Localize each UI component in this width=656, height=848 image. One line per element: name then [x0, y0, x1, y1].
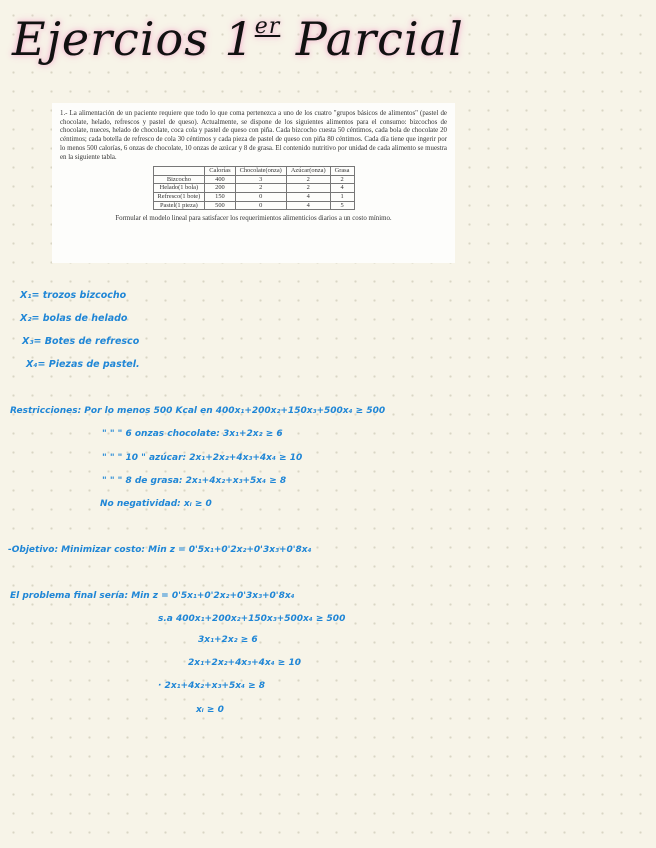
table-header-cell: Calorías — [205, 167, 235, 176]
title-superscript: er — [254, 14, 281, 39]
table-row — [153, 184, 354, 193]
table-cell: 500 — [205, 201, 235, 210]
restriction-sugar: " " " 10 " azúcar: 2x₁+2x₂+4x₃+4x₄ ≥ 10 — [102, 453, 303, 463]
final-constraint-fat: · 2x₁+4x₂+x₃+5x₄ ≥ 8 — [158, 681, 266, 691]
table-cell: 200 — [205, 184, 235, 193]
final-constraint-nonneg: xᵢ ≥ 0 — [196, 705, 224, 715]
table-header-cell — [153, 167, 205, 176]
problem-statement-image — [52, 103, 455, 263]
table-cell: 2 — [286, 175, 330, 184]
restriction-chocolate: " " " 6 onzas chocolate: 3x₁+2x₂ ≥ 6 — [102, 429, 283, 439]
table-cell: 2 — [330, 175, 354, 184]
table-header-row — [153, 167, 354, 176]
table-cell: 1 — [330, 193, 354, 202]
variable-x3: X₃= Botes de refresco — [22, 336, 140, 347]
table-cell: 4 — [330, 184, 354, 193]
final-constraint-sugar: 2x₁+2x₂+4x₃+4x₄ ≥ 10 — [188, 658, 301, 668]
table-cell: 4 — [286, 193, 330, 202]
table-cell: Refresco(1 bote) — [153, 193, 205, 202]
table-header-cell: Grasa — [330, 167, 354, 176]
non-negativity: No negatividad: xᵢ ≥ 0 — [100, 499, 212, 509]
final-constraint-chocolate: 3x₁+2x₂ ≥ 6 — [198, 635, 258, 645]
final-constraint-calories: s.a 400x₁+200x₂+150x₃+500x₄ ≥ 500 — [158, 614, 346, 624]
restrictions-calories: Restricciones: Por lo menos 500 Kcal en 400x₁+200x₂+150x₃+500x₄ ≥ 500 — [10, 406, 386, 416]
table-cell: 400 — [205, 175, 235, 184]
table-header-cell: Azúcar(onza) — [286, 167, 330, 176]
table-cell: Bizcocho — [153, 175, 205, 184]
table-cell: 3 — [235, 175, 286, 184]
table-cell: 2 — [235, 184, 286, 193]
page-title — [12, 12, 464, 66]
problem-text: 1.- La alimentación de un paciente requiere que todo lo que coma pertenezca a uno de los cuatro "grupos básicos de alimentos" (pastel de chocolate, helado, refrescos y pastel de queso). Actualmente, se dispone de los siguientes alimentos para el consumo: bizcochos de chocolate, nueces, helado de chocolate, coca cola y pastel de queso con piña. Cada bizcocho cuesta 50 céntimos, cada bola de chocolate 20 céntimos; cada botella de refresco de cola 30 céntimos y cada pieza de pastel de queso con piña 80 céntimos. Cada día tiene que ingerir por lo menos 500 calorías, 6 onzas de chocolate, 10 onzas de azúcar y 8 de grasa. El contenido nutritivo por unidad de cada alimento se muestra en la siguiente tabla. — [60, 110, 447, 161]
final-problem-objective: El problema final sería: Min z = 0'5x₁+0'2x₂+0'3x₃+0'8x₄ — [10, 591, 295, 601]
table-cell: 2 — [286, 184, 330, 193]
title-end: Parcial — [280, 12, 464, 66]
objective-function: -Objetivo: Minimizar costo: Min z = 0'5x₁+0'2x₂+0'3x₃+0'8x₄ — [8, 545, 312, 555]
table-cell: 150 — [205, 193, 235, 202]
table-cell: 0 — [235, 201, 286, 210]
variable-x1: X₁= trozos bizcocho — [20, 290, 127, 301]
table-cell: Pastel(1 pieza) — [153, 201, 205, 210]
problem-question: Formular el modelo lineal para satisfacer los requerimientos alimenticios diarios a un costo mínimo. — [115, 215, 392, 223]
table-row — [153, 193, 354, 202]
table-header-cell: Chocolate(onza) — [235, 167, 286, 176]
variable-x2: X₂= bolas de helado — [20, 313, 128, 324]
table-cell: 4 — [286, 201, 330, 210]
variable-x4: X₄= Piezas de pastel. — [26, 359, 140, 370]
restriction-fat: " " " 8 de grasa: 2x₁+4x₂+x₃+5x₄ ≥ 8 — [102, 476, 287, 486]
table-cell: Helado(1 bola) — [153, 184, 205, 193]
table-cell: 0 — [235, 193, 286, 202]
table-row — [153, 201, 354, 210]
title-main: Ejercios 1 — [12, 12, 255, 66]
table-cell: 5 — [330, 201, 354, 210]
table-row — [153, 175, 354, 184]
nutrition-table — [153, 166, 355, 210]
